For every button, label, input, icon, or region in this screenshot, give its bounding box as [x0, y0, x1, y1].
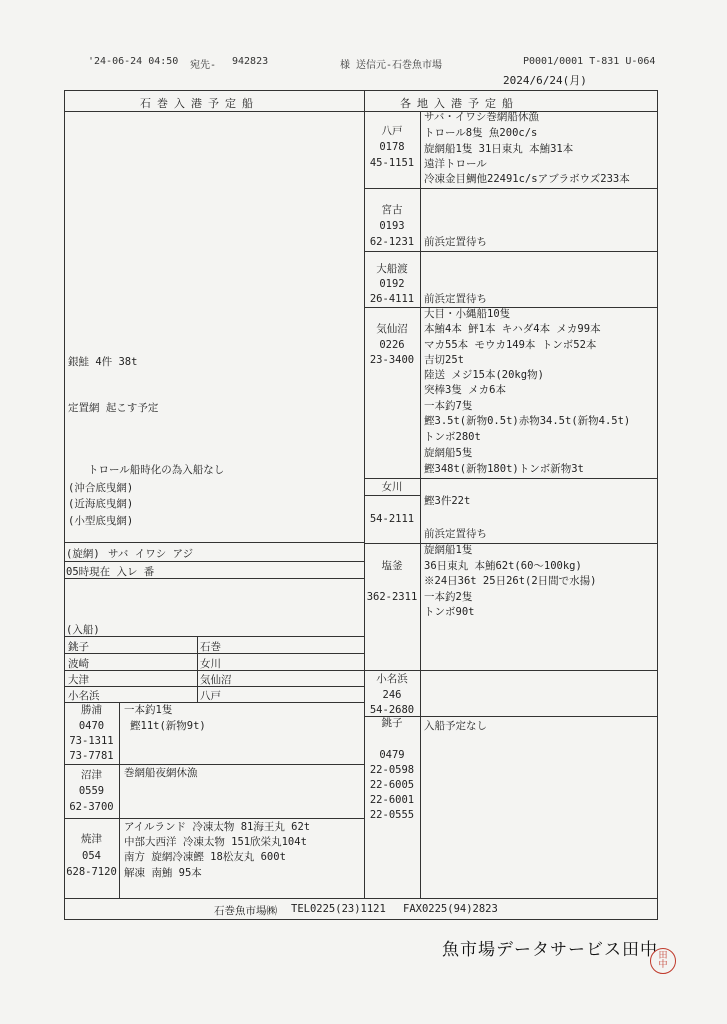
ofunato-top-line	[364, 251, 658, 252]
ofunato-name: 大船渡	[376, 263, 408, 275]
ports-divider	[197, 636, 198, 702]
choshi-tel4: 22-6001	[369, 794, 415, 806]
miyako-tel1: 0193	[379, 220, 405, 232]
port-right-1: 女川	[200, 658, 221, 670]
seal-stamp-text: 田中	[658, 951, 668, 970]
kesennuma-line-7: 鰹3.5t(新物0.5t)赤物34.5t(新物4.5t)	[424, 415, 631, 427]
choshi-tel3: 22-6005	[369, 779, 415, 791]
onahama-top-line	[364, 670, 658, 671]
kesennuma-line-3: 吉切25t	[424, 354, 464, 366]
port-right-0: 石巻	[200, 641, 221, 653]
miyako-name: 宮古	[381, 204, 403, 216]
kesennuma-line-5: 突棒3隻 メカ6本	[424, 384, 506, 396]
hachinohe-line-4: 冷凍金目鯛他22491c/sアブラボウズ233本	[424, 173, 630, 185]
hachinohe-tel2: 45-1151	[369, 157, 415, 169]
seal-stamp	[650, 948, 676, 974]
shiogama-name: 塩釜	[381, 560, 403, 572]
left-title: 石巻入港予定船	[140, 97, 259, 110]
numazu-tel1: 0559	[78, 785, 105, 797]
yaizu-line-3: 解凍 南鮪 95本	[124, 867, 202, 879]
hachinohe-line-2: 旋網船1隻 31日東丸 本鮪31本	[424, 143, 574, 155]
choshi-name: 銚子	[381, 717, 403, 729]
seine-top-line	[64, 542, 364, 543]
port-left-3: 小名浜	[68, 690, 100, 702]
numazu-line1: 巻網船夜網休漁	[124, 767, 198, 779]
katsuura-line1: 一本釣1隻	[124, 704, 173, 716]
fax-to-number: 942823	[232, 56, 269, 67]
ofunato-tel2: 26-4111	[369, 293, 415, 305]
port-left-0: 銚子	[68, 641, 89, 653]
choshi-tel5: 22-0555	[369, 809, 415, 821]
trawl-coastal: (近海底曳網)	[68, 498, 134, 510]
seine-label: (旋網)	[66, 548, 100, 560]
fax-from: 様 送信元-石巻魚市場	[340, 60, 443, 71]
numazu-name: 沼津	[81, 769, 102, 781]
ports-line-0	[64, 636, 364, 637]
miyako-line: 前浜定置待ち	[424, 236, 487, 248]
port-left-2: 大津	[68, 674, 89, 686]
kesennuma-line-4: 陸送 メジ15本(20kg物)	[424, 369, 544, 381]
main-table	[64, 90, 658, 920]
shiogama-line-4: トンボ90t	[424, 606, 475, 618]
kesennuma-tel1: 0226	[379, 339, 405, 351]
kesennuma-line-6: 一本釣7隻	[424, 400, 473, 412]
port-right-3: 八戸	[200, 690, 221, 702]
trawl-small: (小型底曳網)	[68, 515, 134, 527]
seine-bottom-line	[64, 578, 364, 579]
onahama-tel2: 54-2680	[369, 704, 415, 716]
trawl-offshore: (沖合底曳網)	[68, 482, 134, 494]
port-right-2: 気仙沼	[200, 674, 232, 686]
fax-datetime: '24-06-24 04:50	[88, 56, 179, 67]
kesennuma-name: 気仙沼	[376, 323, 408, 335]
hachinohe-name: 八戸	[381, 125, 403, 137]
hachinohe-line-3: 遠洋トロール	[424, 158, 487, 170]
seine-mid-line	[64, 561, 364, 562]
yaizu-line-2: 南方 旋網冷凍鰹 18松友丸 600t	[124, 851, 286, 863]
hachinohe-line-1: トロール8隻 魚200c/s	[424, 127, 538, 139]
katsuura-line2: 鰹11t(新物9t)	[130, 720, 206, 732]
yaizu-tel2: 628-7120	[66, 866, 117, 878]
ofunato-tel1: 0192	[379, 278, 405, 290]
choshi-tel1: 0479	[379, 749, 405, 761]
onagawa-line2: 前浜定置待ち	[424, 528, 487, 540]
katsuura-tel1: 0470	[78, 720, 105, 732]
katsuura-tel2: 73-1311	[69, 735, 114, 747]
fax-page-info: P0001/0001 T-831 U-064	[523, 56, 656, 67]
ginzake-line: 銀鮭 4件 38t	[68, 356, 138, 368]
yaizu-line-0: アイルランド 冷凍太物 81海王丸 62t	[124, 821, 311, 833]
choshi-tel2: 22-0598	[369, 764, 415, 776]
fax-to-label: 宛先-	[190, 60, 217, 71]
numazu-tel2: 62-3700	[69, 801, 114, 813]
onagawa-name: 女川	[381, 481, 403, 493]
hachinohe-line-0: サバ・イワシ巻網船休漁	[424, 111, 539, 123]
nyusen-label: (入船)	[66, 624, 100, 636]
onagawa-tel: 54-2111	[369, 513, 415, 525]
left-name-divider	[119, 702, 120, 898]
numazu-top-line	[64, 764, 364, 765]
shiogama-line-2: ※24日36t 25日26t(2日間で水揚)	[424, 575, 597, 587]
yaizu-tel1: 054	[82, 850, 101, 862]
kesennuma-line-1: 本鮪4本 鮃1本 キハダ4本 メカ99本	[424, 323, 601, 335]
right-title: 各地入港予定船	[400, 97, 519, 110]
footer-company: 石巻魚市場㈱	[214, 905, 277, 917]
onahama-tel1: 246	[382, 689, 402, 701]
kesennuma-line-2: マカ55本 モウカ149本 トンボ52本	[424, 339, 597, 351]
yaizu-line-1: 中部大西洋 冷凍太物 151欣栄丸104t	[124, 836, 307, 848]
choshi-line: 入船予定なし	[424, 720, 487, 732]
onahama-name: 小名浜	[376, 673, 408, 685]
title-row-line	[64, 111, 658, 112]
katsuura-name: 勝浦	[81, 704, 102, 716]
miyako-tel2: 62-1231	[369, 236, 415, 248]
footer-line	[64, 898, 658, 899]
shiogama-tel: 362-2311	[366, 591, 418, 603]
footer-fax: FAX0225(94)2823	[403, 903, 498, 915]
kesennuma-line-8: トンボ280t	[424, 431, 481, 443]
shiogama-top-line	[364, 543, 658, 544]
shiogama-line-3: 一本釣2隻	[424, 591, 473, 603]
yaizu-top-line	[64, 818, 364, 819]
right-name-divider	[420, 111, 421, 898]
seine-fish: サバ イワシ アジ	[108, 548, 194, 560]
onagawa-top-line	[364, 478, 658, 479]
onagawa-sub-line	[364, 495, 420, 496]
signature: 魚市場データサービス田中	[442, 940, 658, 960]
seine-time: 05時現在 入レ 番	[66, 566, 155, 578]
yaizu-name: 焼津	[81, 833, 102, 845]
katsuura-tel3: 73-7781	[69, 750, 114, 762]
report-date: 2024/6/24(月)	[503, 74, 587, 87]
miyako-top-line	[364, 188, 658, 189]
kesennuma-line-10: 鰹348t(新物180t)トンボ新物3t	[424, 463, 584, 475]
kesennuma-line-9: 旋網船5隻	[424, 447, 473, 459]
kesennuma-tel2: 23-3400	[369, 354, 415, 366]
ofunato-line: 前浜定置待ち	[424, 293, 487, 305]
footer-tel: TEL0225(23)1121	[291, 903, 386, 915]
teichiami-line: 定置網 起こす予定	[68, 402, 159, 414]
hachinohe-tel1: 0178	[379, 141, 405, 153]
shiogama-line-0: 旋網船1隻	[424, 544, 473, 556]
onagawa-line1: 鰹3件22t	[424, 495, 471, 507]
kesennuma-top-line	[364, 307, 658, 308]
trawl-note: トロール船時化の為入船なし	[88, 464, 225, 476]
kesennuma-line-0: 大目・小縄船10隻	[424, 308, 511, 320]
shiogama-line-1: 36日東丸 本鮪62t(60～100kg)	[424, 560, 582, 572]
port-left-1: 波崎	[68, 658, 89, 670]
